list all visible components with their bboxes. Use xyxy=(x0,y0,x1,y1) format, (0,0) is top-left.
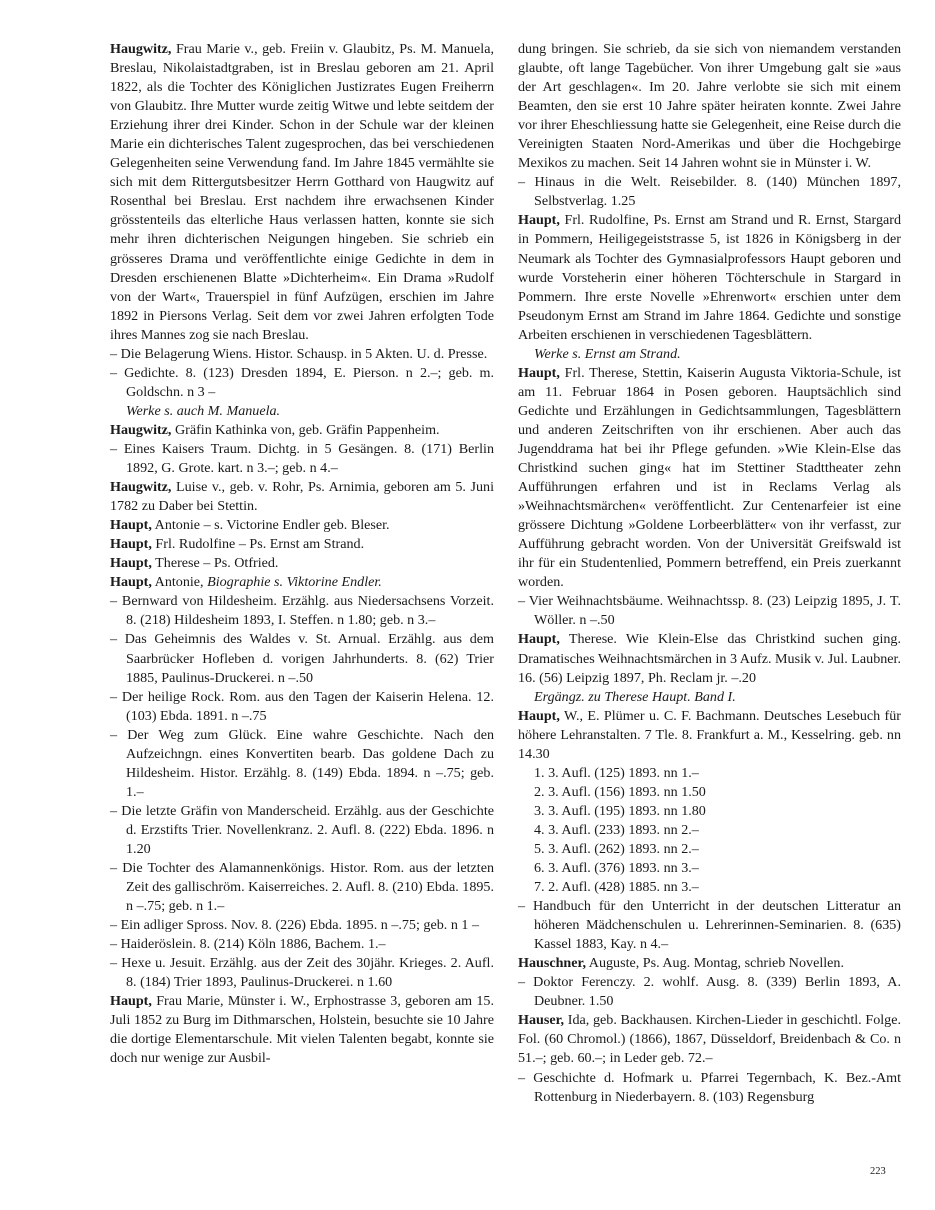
entry xyxy=(110,516,494,535)
entry xyxy=(518,211,901,344)
volume-line xyxy=(518,840,901,859)
entry xyxy=(110,992,494,1068)
entry-heading: Haupt, xyxy=(518,212,560,229)
entry-text: – Gedichte. 8. (123) Dresden 1894, E. Pierson. n 2.–; geb. m. Goldschn. n 3 – xyxy=(110,364,494,400)
entry-text: Ida, geb. Backhausen. Kirchen-Lieder in geschichtl. Folge. Fol. (60 Chromol.) (1866), 1867, Düsseldorf, Breidenbach & Co. n 51.–; geb. 60.–; in Leder geb. 72.– xyxy=(518,1012,901,1067)
entry-text: Luise v., geb. v. Rohr, Ps. Arnimia, geboren am 5. Juni 1782 zu Daber bei Stettin. xyxy=(110,479,494,515)
entry-text: – Die Belagerung Wiens. Histor. Schausp. in 5 Akten. U. d. Presse. xyxy=(110,345,488,362)
entry-text: Frl. Rudolfine, Ps. Ernst am Strand und R. Ernst, Stargard in Pommern, Heiligegeiststrasse 5, ist 1826 in Königsberg in der Neumark als Tochter des Gymnasialprofessors Haupt geboren und wurde Vorsteherin einer höheren Töchterschule in Stargard in Pommern. Ihre erste Novelle »Ehrenwort« erschien unter dem Pseudonym Ernst am Strand im Jahre 1864. Gedichte und sonstige Arbeiten erschienen in verschiedenen Tagesblättern. xyxy=(518,212,901,343)
entry-text: – Doktor Ferenczy. 2. wohlf. Ausg. 8. (339) Berlin 1893, A. Deubner. 1.50 xyxy=(518,974,901,1010)
entry xyxy=(110,421,494,440)
entry-text: – Die Tochter des Alamannenkönigs. Histor. Rom. aus der letzten Zeit des gallischröm. Kaiserreiches. 2. Aufl. 8. (210) Ebda. 1895. n –.75; geb. n 1.– xyxy=(110,860,494,915)
entry-text: Antonie, xyxy=(151,574,208,591)
work-item xyxy=(110,345,494,364)
entry-text: 4. 3. Aufl. (233) 1893. nn 2.– xyxy=(534,821,699,838)
entry-heading: Haupt, xyxy=(110,536,152,553)
entry xyxy=(518,954,901,973)
entry-text: Frl. Therese, Stettin, Kaiserin Augusta Viktoria-Schule, ist am 11. Februar 1864 in Posen geboren. Hauptsächlich sind Gedichte und Erzählungen in Gedichtsammlungen, Tagesblättern und anderen Zeitschriften von ihr erschienen. Aber auch das Jugenddrama hat bei ihr Pflege gefunden. »Wie Klein-Else das Christkind suchen ging« hat im Stettiner Stadttheater zehn Aufführungen erfahren und ist in Reclams Verlag als »Weihnachtsmärchen« veröffentlicht. Zur Centenarfeier ist eine grössere Dichtung »Goldene Lorbeerblätter« von ihr verfasst, zur Aufführung gebracht worden. Von der Universität Greifswald ist ihr für ein Studentenlied, Pommern betreffend, ein Preis zuerkannt worden. xyxy=(518,364,901,591)
work-item xyxy=(110,935,494,954)
entry-heading: Hauschner, xyxy=(518,955,587,972)
entry-text: – Das Geheimnis des Waldes v. St. Arnual. Erzählg. aus dem Saarbrücker Hofleben d. vorigen Jahrhunderts. 8. (62) Trier 1885, Paulinus-Druckerei. n –.50 xyxy=(110,631,494,686)
entry-text: 3. 3. Aufl. (195) 1893. nn 1.80 xyxy=(534,802,706,819)
entry xyxy=(518,630,901,687)
page-number: 223 xyxy=(870,1166,886,1177)
entry-heading: Haupt, xyxy=(518,364,560,381)
entry-text: – Eines Kaisers Traum. Dichtg. in 5 Gesängen. 8. (171) Berlin 1892, G. Grote. kart. n 3.–; geb. n 4.– xyxy=(110,440,494,477)
cross-reference-note xyxy=(518,345,901,364)
work-item xyxy=(518,973,901,1011)
work-item xyxy=(518,592,901,630)
entry xyxy=(518,364,901,593)
entry xyxy=(518,1011,901,1068)
entry-text: Frl. Rudolfine – Ps. Ernst am Strand. xyxy=(151,536,365,553)
entry-text: 1. 3. Aufl. (125) 1893. nn 1.– xyxy=(534,764,699,781)
entry-text: Frau Marie v., geb. Freiin v. Glaubitz, Ps. M. Manuela, Breslau, Nikolaistadtgraben, ist in Breslau geboren am 21. April 1822, als die Tochter des Königlichen Justizrates Eugen Freiherrn von Glaubitz. Ihre Mutter wurde zeitig Witwe und lebte seitdem der Erziehung ihrer drei Kinder. Schon in der Schule war der kleinen Marie ein dichterisches Talent zugesprochen, das bei verschiedenen Gelegenheiten seine Verwendung fand. Im Jahre 1845 vermählte sie sich mit dem Rittergutsbesitzer Herrn Gotthard von Haugwitz auf Rosenthal bei Breslau. Erst nachdem ihre erwachsenen Kinder grösstenteils das elterliche Haus verlassen hatten, konnte sie sich mehr ihren dichterischen Neigungen hingeben. Sie schrieb ein grösseres Drama und veröffentlichte einige Gedichte in dem in Dresden erschienenen Blatte »Dichterheim«. Ein Drama »Rudolf von der Wart«, Trauerspiel in fünf Aufzügen, erschien im Jahre 1892 in Piersons Verlag. Seit dem vor zwei Jahren erfolgten Tode ihres Mannes zog sie nach Breslau. xyxy=(110,41,494,343)
work-item xyxy=(110,592,494,630)
entry xyxy=(110,573,494,592)
entry-text: – Der Weg zum Glück. Eine wahre Geschichte. Nach den Aufzeichngn. eines Konvertiten bearb. Das goldene Dach zu Hildesheim. Histor. Erzählg. 8. (149) Ebda. 1894. n –.75; geb. 1.– xyxy=(110,726,494,800)
work-item xyxy=(518,897,901,954)
entry-heading: Haupt, xyxy=(110,555,152,572)
entry-text: dung bringen. Sie schrieb, da sie sich von niemandem verstanden glaubte, oft lange Tagebücher. Von ihrer Umgebung galt sie »aus der Art geschlagen«. Im 20. Jahre verlobte sie sich mit einem Beamten, den sie erst 10 Jahre später heiraten konnte. Zwei Jahre vor ihrer Eheschliessung hatte sie Gelegenheit, eine Reise durch die Vereinigten Staaten Nord-Amerikas und über die Hochgebirge Mexikos zu machen. Seit 14 Jahren wohnt sie in Münster i. W. xyxy=(518,41,901,172)
volume-line xyxy=(518,859,901,878)
cross-reference-note xyxy=(110,402,494,421)
entry-text: – Hinaus in die Welt. Reisebilder. 8. (140) München 1897, Selbstverlag. 1.25 xyxy=(518,174,901,210)
volume-line xyxy=(518,802,901,821)
entry-text: 7. 2. Aufl. (428) 1885. nn 3.– xyxy=(534,879,699,896)
work-item xyxy=(110,688,494,726)
entry-heading: Haupt, xyxy=(518,707,560,724)
entry-text: Gräfin Kathinka von, geb. Gräfin Pappenheim. xyxy=(171,421,440,438)
entry-text: Werke s. auch M. Manuela. xyxy=(126,402,281,419)
volume-line xyxy=(518,878,901,897)
cross-reference-note xyxy=(518,688,901,707)
work-item xyxy=(110,802,494,859)
entry-text: 2. 3. Aufl. (156) 1893. nn 1.50 xyxy=(534,783,706,800)
work-item xyxy=(110,364,494,402)
work-item xyxy=(110,440,494,478)
work-item xyxy=(110,726,494,802)
work-item xyxy=(110,630,494,687)
entry xyxy=(518,707,901,764)
entry-text: – Ein adliger Spross. Nov. 8. (226) Ebda. 1895. n –.75; geb. n 1 – xyxy=(110,917,480,934)
entry-heading: Haupt, xyxy=(110,993,152,1010)
entry-text: – Vier Weihnachtsbäume. Weihnachtssp. 8. (23) Leipzig 1895, J. T. Wöller. n –.50 xyxy=(518,593,901,629)
entry xyxy=(110,554,494,573)
entry-text: – Geschichte d. Hofmark u. Pfarrei Tegernbach, K. Bez.-Amt Rottenburg in Niederbayern. 8. (103) Regensburg xyxy=(518,1069,901,1105)
work-item xyxy=(518,173,901,211)
entry-text: W., E. Plümer u. C. F. Bachmann. Deutsches Lesebuch für höhere Lehranstalten. 7 Tle. 8. Frankfurt a. M., Kesselring. geb. nn 14.30 xyxy=(518,707,901,762)
entry-text: 6. 3. Aufl. (376) 1893. nn 3.– xyxy=(534,860,699,877)
entry-heading: Haugwitz, xyxy=(110,41,172,57)
entry-text: – Der heilige Rock. Rom. aus den Tagen der Kaiserin Helena. 12. (103) Ebda. 1891. n –.75 xyxy=(110,688,494,724)
entry-italic-text: Biographie s. Viktorine Endler. xyxy=(207,574,382,591)
entry-text: Ergängz. zu Therese Haupt. Band I. xyxy=(534,688,736,705)
entry-heading: Haupt, xyxy=(110,517,152,534)
entry-text: – Die letzte Gräfin von Manderscheid. Erzählg. aus der Geschichte d. Erzstifts Trier. Novellenkranz. 2. Aufl. 8. (222) Ebda. 1896. n 1.20 xyxy=(110,802,494,857)
entry-text: Therese. Wie Klein-Else das Christkind suchen ging. Dramatisches Weihnachtsmärchen in 3 Aufz. Musik v. Jul. Laubner. 16. (56) Leipzig 1897, Ph. Reclam jr. –.20 xyxy=(518,631,901,686)
entry-heading: Haupt, xyxy=(518,631,560,648)
entry xyxy=(110,535,494,554)
entry-heading: Haupt, xyxy=(110,574,152,591)
left-column xyxy=(110,40,494,1069)
volume-line xyxy=(518,783,901,802)
entry-text: Frau Marie, Münster i. W., Erphostrasse 3, geboren am 15. Juli 1852 zu Burg im Dithmarschen, Holstein, besuchte sie 10 Jahre die dortige Elementarschule. Mit vielen Talenten begabt, konnte sie doch nur wenige zur Ausbil- xyxy=(110,993,494,1067)
volume-line xyxy=(518,821,901,840)
entry-heading: Haugwitz, xyxy=(110,479,172,496)
work-item xyxy=(110,859,494,916)
entry-text: – Bernward von Hildesheim. Erzählg. aus Niedersachsens Vorzeit. 8. (218) Hildesheim 1893, I. Steffen. n 1.80; geb. n 3.– xyxy=(110,593,494,629)
work-item xyxy=(518,1069,901,1107)
entry-text: – Handbuch für den Unterricht in der deutschen Litteratur an höheren Mädchenschulen u. Lehrerinnen-Seminarien. 8. (635) Kassel 1883, Kay. n 4.– xyxy=(518,898,901,953)
continued-paragraph xyxy=(518,40,901,173)
entry-text: – Haideröslein. 8. (214) Köln 1886, Bachem. 1.– xyxy=(110,936,386,953)
work-item xyxy=(110,954,494,992)
volume-line xyxy=(518,764,901,783)
right-column xyxy=(518,40,901,1107)
entry-text: – Hexe u. Jesuit. Erzählg. aus der Zeit des 30jähr. Krieges. 2. Aufl. 8. (184) Trier 1893, Paulinus-Druckerei. n 1.60 xyxy=(110,955,494,991)
entry xyxy=(110,40,494,345)
work-item xyxy=(110,916,494,935)
entry-text: Therese – Ps. Otfried. xyxy=(151,555,279,572)
entry-text: Antonie – s. Victorine Endler geb. Bleser. xyxy=(151,517,390,534)
entry-text: 5. 3. Aufl. (262) 1893. nn 2.– xyxy=(534,840,699,857)
entry-heading: Haugwitz, xyxy=(110,421,172,438)
entry-heading: Hauser, xyxy=(518,1012,565,1029)
entry-text: Auguste, Ps. Aug. Montag, schrieb Novellen. xyxy=(586,955,844,972)
entry-text: Werke s. Ernst am Strand. xyxy=(534,345,681,362)
entry xyxy=(110,478,494,516)
